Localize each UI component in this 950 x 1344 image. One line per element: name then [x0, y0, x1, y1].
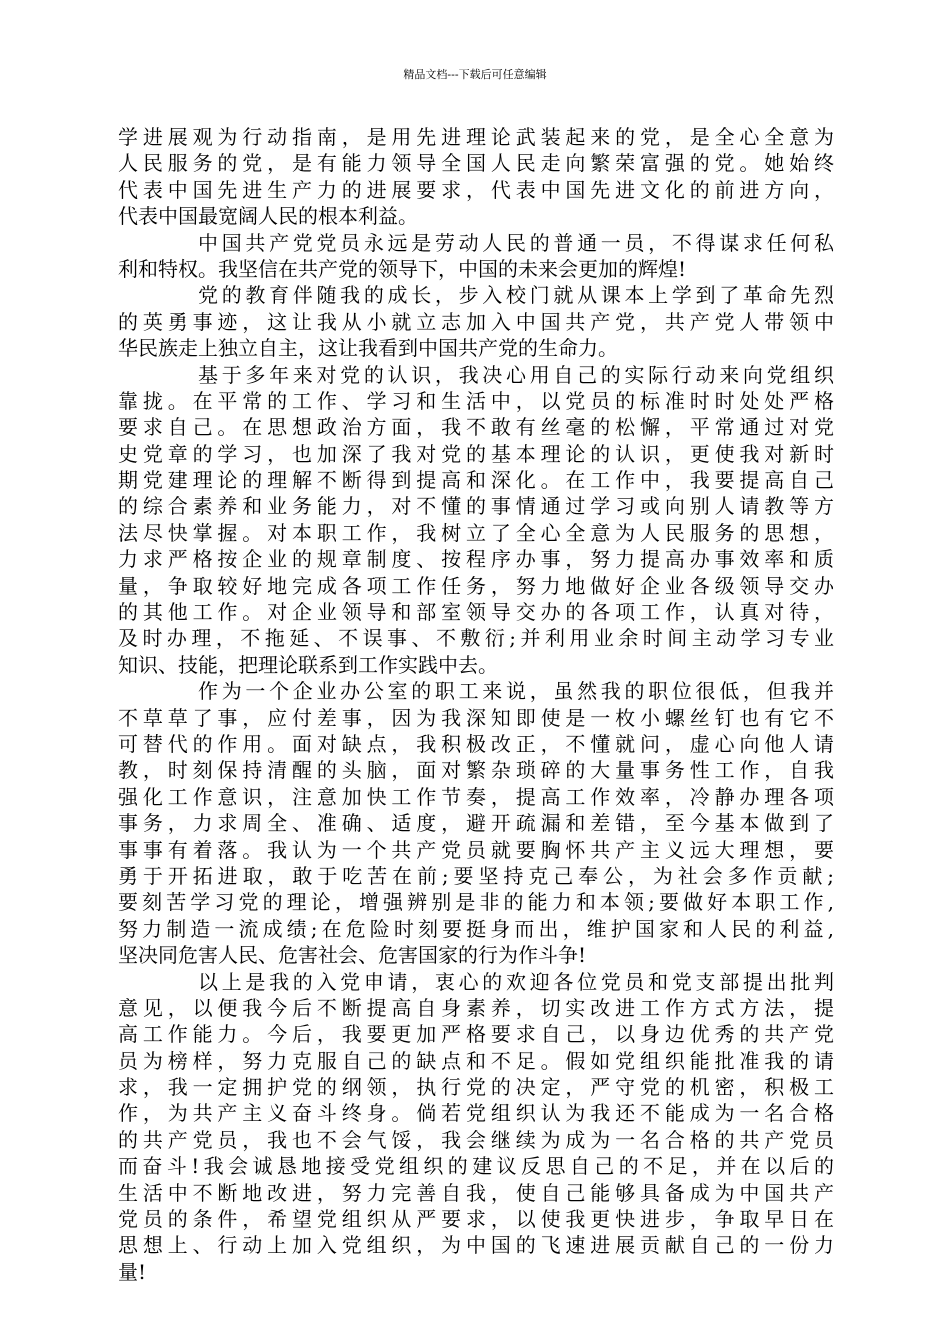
text-line: 不草草了事，应付差事，因为我深知即使是一枚小螺丝钉也有它不	[118, 705, 834, 730]
text-line: 的其他工作。对企业领导和部室领导交办的各项工作，认真对待，	[118, 600, 834, 625]
text-line: 教，时刻保持清醒的头脑，面对繁杂琐碎的大量事务性工作，自我	[118, 758, 834, 783]
text-line: 员为榜样，努力克服自己的缺点和不足。假如党组织能批准我的请	[118, 1048, 834, 1073]
text-line: 事事有着落。我认为一个共产党员就要胸怀共产主义远大理想，要	[118, 837, 834, 862]
text-line: 强化工作意识，注意加快工作节奏，提高工作效率，冷静办理各项	[118, 784, 834, 809]
text-line: 学进展观为行动指南，是用先进理论武装起来的党，是全心全意为	[118, 125, 834, 149]
text-line: 的综合素养和业务能力，对不懂的事情通过学习或向别人请教等方	[118, 494, 834, 519]
text-line: 以上是我的入党申请，衷心的欢迎各位党员和党支部提出批判	[198, 969, 834, 994]
text-line: 的共产党员，我也不会气馁，我会继续为成为一名合格的共产党员	[118, 1127, 834, 1152]
text-line: 及时办理，不拖延、不误事、不敷衍;并利用业余时间主动学习专业	[118, 626, 834, 651]
page-header: 精品文档---下载后可任意编辑	[403, 68, 547, 81]
text-line: 中国共产党党员永远是劳动人民的普通一员，不得谋求任何私	[198, 230, 834, 255]
paragraph	[118, 362, 834, 679]
text-line: 知识、技能，把理论联系到工作实践中去。	[118, 652, 498, 677]
text-line: 华民族走上独立自主，这让我看到中国共产党的生命力。	[118, 336, 618, 361]
paragraph	[118, 124, 834, 230]
text-line: 事务，力求周全、准确、适度，避开疏漏和差错，至今基本做到了	[118, 811, 834, 836]
text-line: 意见，以便我今后不断提高自身素养，切实改进工作方式方法，提	[118, 995, 834, 1020]
text-line: 勇于开拓进取，敢于吃苦在前;要坚持克己奉公，为社会多作贡献;	[118, 863, 834, 888]
text-line: 生活中不断地改进，努力完善自我，使自己能够具备成为中国共产	[118, 1180, 834, 1205]
text-line: 利和特权。我坚信在共产党的领导下，中国的未来会更加的辉煌!	[118, 256, 687, 281]
document-body	[118, 124, 834, 1285]
text-line: 代表中国先进生产力的进展要求，代表中国先进文化的前进方向，	[118, 177, 834, 202]
text-line: 求，我一定拥护党的纲领，执行党的决定，严守党的机密，积极工	[118, 1075, 834, 1100]
text-line: 法尽快掌握。对本职工作，我树立了全心全意为人民服务的思想，	[118, 520, 834, 545]
text-line: 史党章的学习，也加深了我对党的基本理论的认识，更使我对新时	[118, 441, 834, 466]
text-line: 靠拢。在平常的工作、学习和生活中，以党员的标准时时处处严格	[118, 388, 834, 413]
text-line: 量!	[118, 1259, 147, 1284]
text-line: 作，为共产主义奋斗终身。倘若党组织认为我还不能成为一名合格	[118, 1101, 834, 1126]
text-line: 思想上、行动上加入党组织，为中国的飞速进展贡献自己的一份力	[118, 1233, 834, 1258]
text-line: 要刻苦学习党的理论，增强辨别是非的能力和本领;要做好本职工作,	[118, 890, 834, 915]
text-line: 党员的条件，希望党组织从严要求，以使我更快进步，争取早日在	[118, 1207, 834, 1232]
paragraph	[118, 969, 834, 1286]
text-line: 坚决同危害人民、危害社会、危害国家的行为作斗争!	[118, 943, 587, 968]
paragraph	[118, 282, 834, 361]
text-line: 可替代的作用。面对缺点，我积极改正，不懂就问，虚心向他人请	[118, 731, 834, 756]
text-line: 高工作能力。今后，我要更加严格要求自己，以身边优秀的共产党	[118, 1022, 834, 1047]
text-line: 期党建理论的理解不断得到提高和深化。在工作中，我要提高自己	[118, 468, 834, 493]
text-line: 党的教育伴随我的成长，步入校门就从课本上学到了革命先烈	[198, 283, 834, 308]
text-line: 要求自己。在思想政治方面，我不敢有丝毫的松懈，平常通过对党	[118, 415, 834, 440]
text-line: 而奋斗!我会诚恳地接受党组织的建议反思自己的不足，并在以后的	[118, 1154, 834, 1179]
paragraph	[118, 678, 834, 968]
text-line: 力求严格按企业的规章制度、按程序办事，努力提高办事效率和质	[118, 547, 834, 572]
text-line: 努力制造一流成绩;在危险时刻要挺身而出，维护国家和人民的利益,	[118, 916, 834, 941]
text-line: 代表中国最宽阔人民的根本利益。	[118, 204, 418, 229]
paragraph	[118, 230, 834, 283]
text-line: 的英勇事迹，这让我从小就立志加入中国共产党，共产党人带领中	[118, 309, 834, 334]
text-line: 量，争取较好地完成各项工作任务，努力地做好企业各级领导交办	[118, 573, 834, 598]
text-line: 人民服务的党，是有能力领导全国人民走向繁荣富强的党。她始终	[118, 151, 834, 176]
text-line: 作为一个企业办公室的职工来说，虽然我的职位很低，但我并	[198, 679, 834, 704]
text-line: 基于多年来对党的认识，我决心用自己的实际行动来向党组织	[198, 362, 834, 387]
